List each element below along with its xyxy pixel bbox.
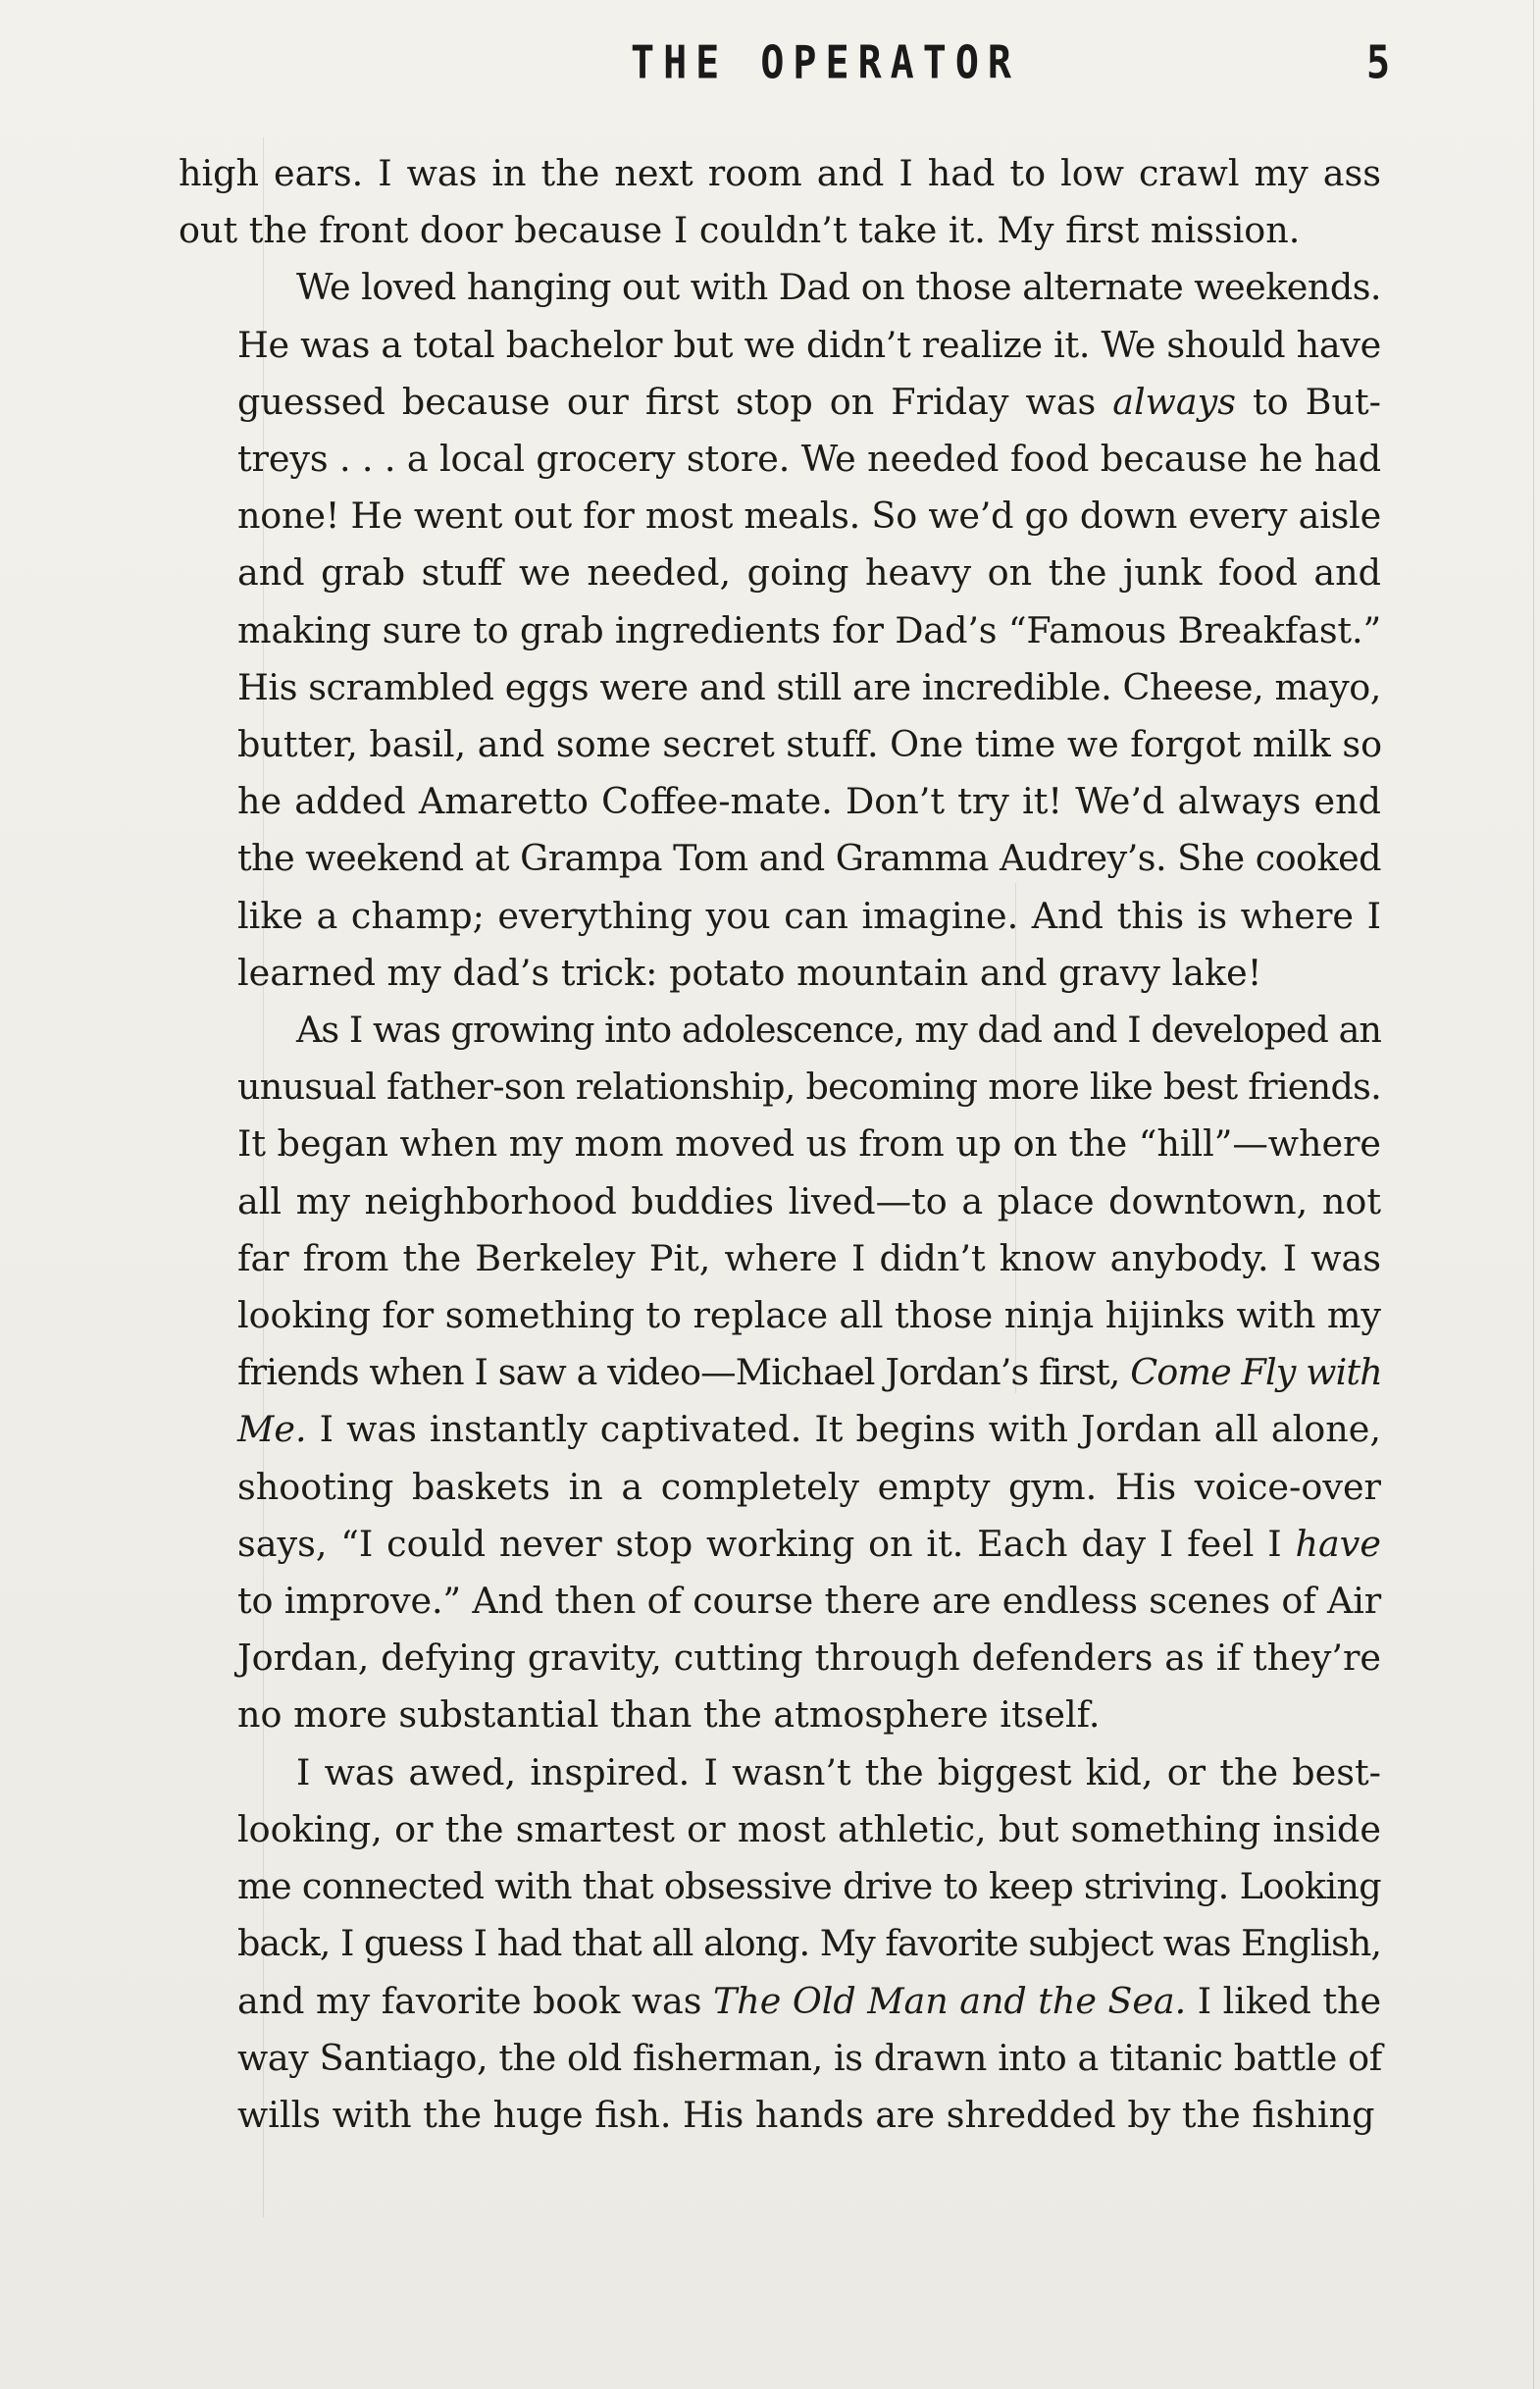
text-run: I was awed, inspired. I wasn’t the biggest kid, or the best- xyxy=(296,1750,1381,1793)
running-title: THE OPERATOR xyxy=(631,37,1020,89)
text-run: I liked the xyxy=(1186,1979,1381,2022)
text-run: far from the Berkeley Pit, where I didn’t know anybody. I was xyxy=(237,1236,1381,1279)
text-run: unusual father-son relationship, becoming more like best friends. xyxy=(237,1065,1381,1109)
text-line xyxy=(179,2030,1381,2087)
text-run: and my favorite book was xyxy=(237,1979,713,2022)
text-run: all my neighborhood buddies lived—to a place downtown, not xyxy=(237,1179,1381,1222)
text-run: and grab stuff we needed, going heavy on the junk food and xyxy=(237,551,1381,595)
text-line xyxy=(179,659,1381,716)
text-run: to improve.” And then of course there are endless scenes of Air xyxy=(237,1580,1381,1623)
text-run: friends when I saw a video—Michael Jordan’s first, xyxy=(237,1351,1131,1394)
text-line xyxy=(179,1002,1381,1059)
text-run: I was instantly captivated. It begins with Jordan all alone, xyxy=(306,1408,1381,1451)
text-line xyxy=(179,716,1381,773)
text-run: out the front door because I couldn’t take it. My first mission. xyxy=(179,209,1301,252)
page-number: 5 xyxy=(1366,37,1391,89)
text-line xyxy=(179,1173,1381,1230)
text-line xyxy=(179,773,1381,830)
text-line xyxy=(179,1858,1381,1915)
text-line xyxy=(179,1116,1381,1172)
text-run: It began when my mom moved us from up on the “hill”—where xyxy=(237,1122,1381,1166)
text-line xyxy=(179,602,1381,659)
body-text xyxy=(179,145,1381,2144)
text-run: His scrambled eggs were and still are incredible. Cheese, mayo, xyxy=(237,665,1381,708)
text-run: no more substantial than the atmosphere itself. xyxy=(237,1693,1101,1737)
text-run: shooting baskets in a completely empty gym. His voice-over xyxy=(237,1465,1381,1508)
text-run: looking, or the smartest or most athletic, but something inside xyxy=(237,1807,1381,1850)
italic-text: Come Fly with xyxy=(1130,1351,1382,1394)
text-run: guessed because our first stop on Friday was xyxy=(237,380,1113,423)
text-run: says, “I could never stop working on it. Each day I feel I xyxy=(237,1522,1296,1565)
scan-edge xyxy=(1533,0,1534,2389)
text-line xyxy=(179,1459,1381,1516)
text-line xyxy=(179,374,1381,431)
text-run: me connected with that obsessive drive to keep striving. Looking xyxy=(237,1865,1381,1908)
running-head xyxy=(0,37,1540,96)
text-line xyxy=(179,1230,1381,1287)
text-run: treys . . . a local grocery store. We needed food because he had xyxy=(237,438,1381,481)
text-run: none! He went out for most meals. So we’d go down every aisle xyxy=(237,494,1382,538)
text-line xyxy=(179,2087,1381,2144)
text-run: back, I guess I had that all along. My favorite subject was English, xyxy=(237,1922,1381,1965)
text-line xyxy=(179,1287,1381,1344)
text-line xyxy=(179,317,1381,374)
text-run: butter, basil, and some secret stuff. One time we forgot milk so xyxy=(237,723,1383,766)
italic-text: have xyxy=(1295,1522,1381,1565)
text-line xyxy=(179,1059,1381,1116)
text-line xyxy=(179,1516,1381,1573)
text-run: high ears. I was in the next room and I had to low crawl my ass xyxy=(179,152,1381,194)
text-line xyxy=(179,830,1381,887)
text-line xyxy=(179,545,1381,601)
text-run: wills with the huge fish. His hands are shredded by the fishing xyxy=(237,2093,1375,2136)
text-line xyxy=(179,202,1381,259)
paragraph xyxy=(179,145,1381,259)
text-run: As I was growing into adolescence, my dad and I developed an xyxy=(296,1009,1381,1052)
paragraph xyxy=(179,1002,1381,1744)
text-line xyxy=(179,1687,1381,1743)
text-line xyxy=(179,1915,1381,1972)
text-line xyxy=(179,431,1381,488)
text-line xyxy=(179,1744,1381,1801)
text-run: He was a total bachelor but we didn’t realize it. We should have xyxy=(237,323,1381,366)
text-run: learned my dad’s trick: potato mountain and gravy lake! xyxy=(237,951,1262,994)
text-line xyxy=(179,1573,1381,1630)
text-line xyxy=(179,1973,1381,2030)
text-run: he added Amaretto Coffee-mate. Don’t try it! We’d always end xyxy=(237,780,1381,823)
text-line xyxy=(179,145,1381,202)
text-run: looking for something to replace all those ninja hijinks with my xyxy=(237,1294,1381,1337)
text-line xyxy=(179,1401,1381,1458)
text-run: making sure to grab ingredients for Dad’s “Famous Breakfast.” xyxy=(237,608,1381,651)
text-run: Jordan, defying gravity, cutting through defenders as if they’re xyxy=(237,1636,1381,1680)
paragraph xyxy=(179,259,1381,1002)
text-line xyxy=(179,1344,1381,1401)
text-run: to But- xyxy=(1236,380,1381,423)
text-run: like a champ; everything you can imagine. And this is where I xyxy=(237,894,1381,937)
text-line xyxy=(179,488,1381,545)
italic-text: Me. xyxy=(237,1408,307,1451)
text-run: the weekend at Grampa Tom and Gramma Audrey’s. She cooked xyxy=(237,837,1381,880)
text-line xyxy=(179,259,1381,316)
text-line xyxy=(179,1801,1381,1858)
text-run: way Santiago, the old fisherman, is drawn into a titanic battle of xyxy=(237,2036,1382,2079)
italic-text: always xyxy=(1112,380,1237,423)
paragraph xyxy=(179,1744,1381,2144)
italic-text: The Old Man and the Sea. xyxy=(713,1979,1187,2022)
text-line xyxy=(179,945,1381,1002)
text-run: We loved hanging out with Dad on those alternate weekends. xyxy=(296,266,1381,309)
text-line xyxy=(179,888,1381,945)
text-line xyxy=(179,1630,1381,1687)
